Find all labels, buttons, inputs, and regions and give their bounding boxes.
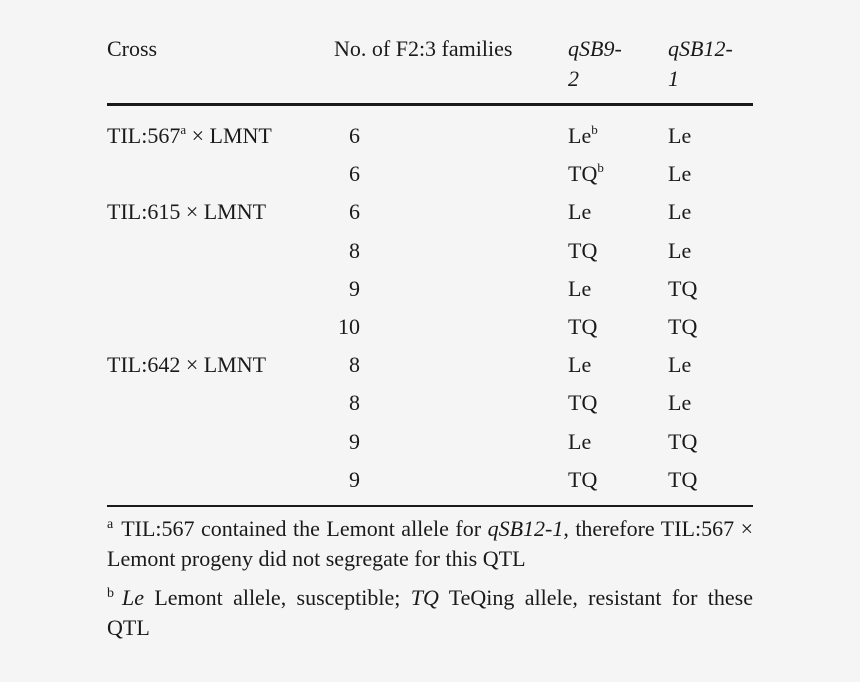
qsb9-allele: Le bbox=[568, 428, 592, 454]
cell-families: 6 bbox=[349, 123, 360, 148]
footnote-a-text-before: TIL:567 contained the Lemont allele for bbox=[121, 516, 488, 541]
cell-qsb12-1: TQ bbox=[668, 313, 698, 339]
qsb9-allele: Le bbox=[568, 123, 592, 148]
cell-families: 8 bbox=[349, 237, 360, 263]
cell-qsb12-1: Le bbox=[668, 390, 692, 416]
cell-qsb12-1: Le bbox=[668, 161, 692, 187]
table-row bbox=[107, 423, 753, 461]
table-row bbox=[107, 346, 753, 384]
cell-families: 9 bbox=[349, 275, 360, 301]
table-body bbox=[107, 117, 753, 499]
footnote-b-italic2: TQ bbox=[410, 585, 439, 610]
header-families: No. of F2:3 families bbox=[334, 36, 513, 61]
qsb9-allele: TQ bbox=[568, 390, 598, 416]
table-row bbox=[107, 384, 753, 422]
cross-name: TIL:567 bbox=[107, 123, 181, 148]
cell-qsb12-1: Le bbox=[668, 352, 692, 378]
cell-qsb9-2 bbox=[568, 155, 604, 193]
qsb9-allele: Le bbox=[568, 275, 592, 301]
qsb9-allele: TQ bbox=[568, 237, 598, 263]
cell-families: 6 bbox=[349, 161, 360, 187]
header-qsb9-line2: 2 bbox=[568, 66, 579, 91]
cell-families: 8 bbox=[349, 352, 360, 378]
qsb9-allele: Le bbox=[568, 199, 592, 225]
cell-qsb9-2 bbox=[568, 461, 597, 499]
header-qsb9-line1: qSB9- bbox=[568, 36, 622, 61]
table-row bbox=[107, 270, 753, 308]
header-qsb12-1 bbox=[668, 34, 753, 94]
qsb9-allele: TQ bbox=[568, 466, 598, 492]
footnote-a-marker: a bbox=[107, 517, 114, 532]
footnote-a-text-after: , therefore TIL:567 × Lemont progeny did not segregate for this QTL bbox=[107, 516, 753, 571]
footnotes bbox=[107, 514, 753, 652]
table-row bbox=[107, 117, 753, 155]
cell-cross bbox=[107, 117, 272, 155]
cell-qsb9-2 bbox=[568, 270, 591, 308]
cell-qsb9-2 bbox=[568, 423, 591, 461]
cross-name: TIL:642 bbox=[107, 352, 181, 378]
header-qsb9-2 bbox=[568, 34, 638, 94]
footnote-b-text2: TeQing allele, resistant for these QTL bbox=[107, 585, 753, 640]
cross-parent: × LMNT bbox=[180, 199, 267, 225]
footnote-b-text1: Lemont allele, susceptible; bbox=[144, 585, 411, 610]
cell-qsb9-2 bbox=[568, 346, 591, 384]
cell-qsb12-1: TQ bbox=[668, 275, 698, 301]
cross-footnote-mark: a bbox=[180, 122, 187, 137]
header-qsb12-line2: 1 bbox=[668, 66, 679, 91]
footnote-a-italic: qSB12-1 bbox=[487, 516, 564, 541]
table-row bbox=[107, 308, 753, 346]
cell-families: 9 bbox=[349, 428, 360, 454]
cell-families: 8 bbox=[349, 390, 360, 416]
qsb9-footnote-mark: b bbox=[597, 160, 604, 176]
header-qsb12-line1: qSB12- bbox=[668, 36, 733, 61]
table-document bbox=[107, 0, 753, 682]
table-row bbox=[107, 232, 753, 270]
cell-qsb12-1: Le bbox=[668, 199, 692, 225]
table-row bbox=[107, 193, 753, 231]
cell-qsb9-2 bbox=[568, 117, 598, 155]
cell-qsb9-2 bbox=[568, 232, 597, 270]
cell-qsb12-1: Le bbox=[668, 123, 692, 148]
footnote-a bbox=[107, 514, 753, 574]
cross-parent: × LMNT bbox=[180, 352, 267, 378]
table-row bbox=[107, 155, 753, 193]
header-cross: Cross bbox=[107, 36, 158, 61]
qsb9-allele: TQ bbox=[568, 313, 598, 339]
cell-qsb9-2 bbox=[568, 384, 597, 422]
cell-cross bbox=[107, 346, 266, 384]
header-rule bbox=[107, 103, 753, 106]
cell-families: 10 bbox=[338, 313, 360, 339]
qsb9-allele: Le bbox=[568, 352, 592, 378]
footnote-b bbox=[107, 583, 753, 643]
cell-qsb9-2 bbox=[568, 308, 597, 346]
cross-parent: × LMNT bbox=[186, 123, 272, 148]
cell-cross bbox=[107, 193, 266, 231]
bottom-rule bbox=[107, 505, 753, 507]
table-row bbox=[107, 461, 753, 499]
cell-qsb12-1: Le bbox=[668, 237, 692, 263]
qsb9-allele: TQ bbox=[568, 161, 598, 187]
footnote-b-italic1: Le bbox=[122, 585, 144, 610]
cell-families: 6 bbox=[349, 199, 360, 225]
cell-qsb12-1: TQ bbox=[668, 466, 698, 492]
qsb9-footnote-mark: b bbox=[591, 122, 598, 137]
cross-name: TIL:615 bbox=[107, 199, 181, 225]
footnote-b-marker: b bbox=[107, 586, 114, 601]
cell-families: 9 bbox=[349, 466, 360, 492]
cell-qsb9-2 bbox=[568, 193, 591, 231]
cell-qsb12-1: TQ bbox=[668, 428, 698, 454]
